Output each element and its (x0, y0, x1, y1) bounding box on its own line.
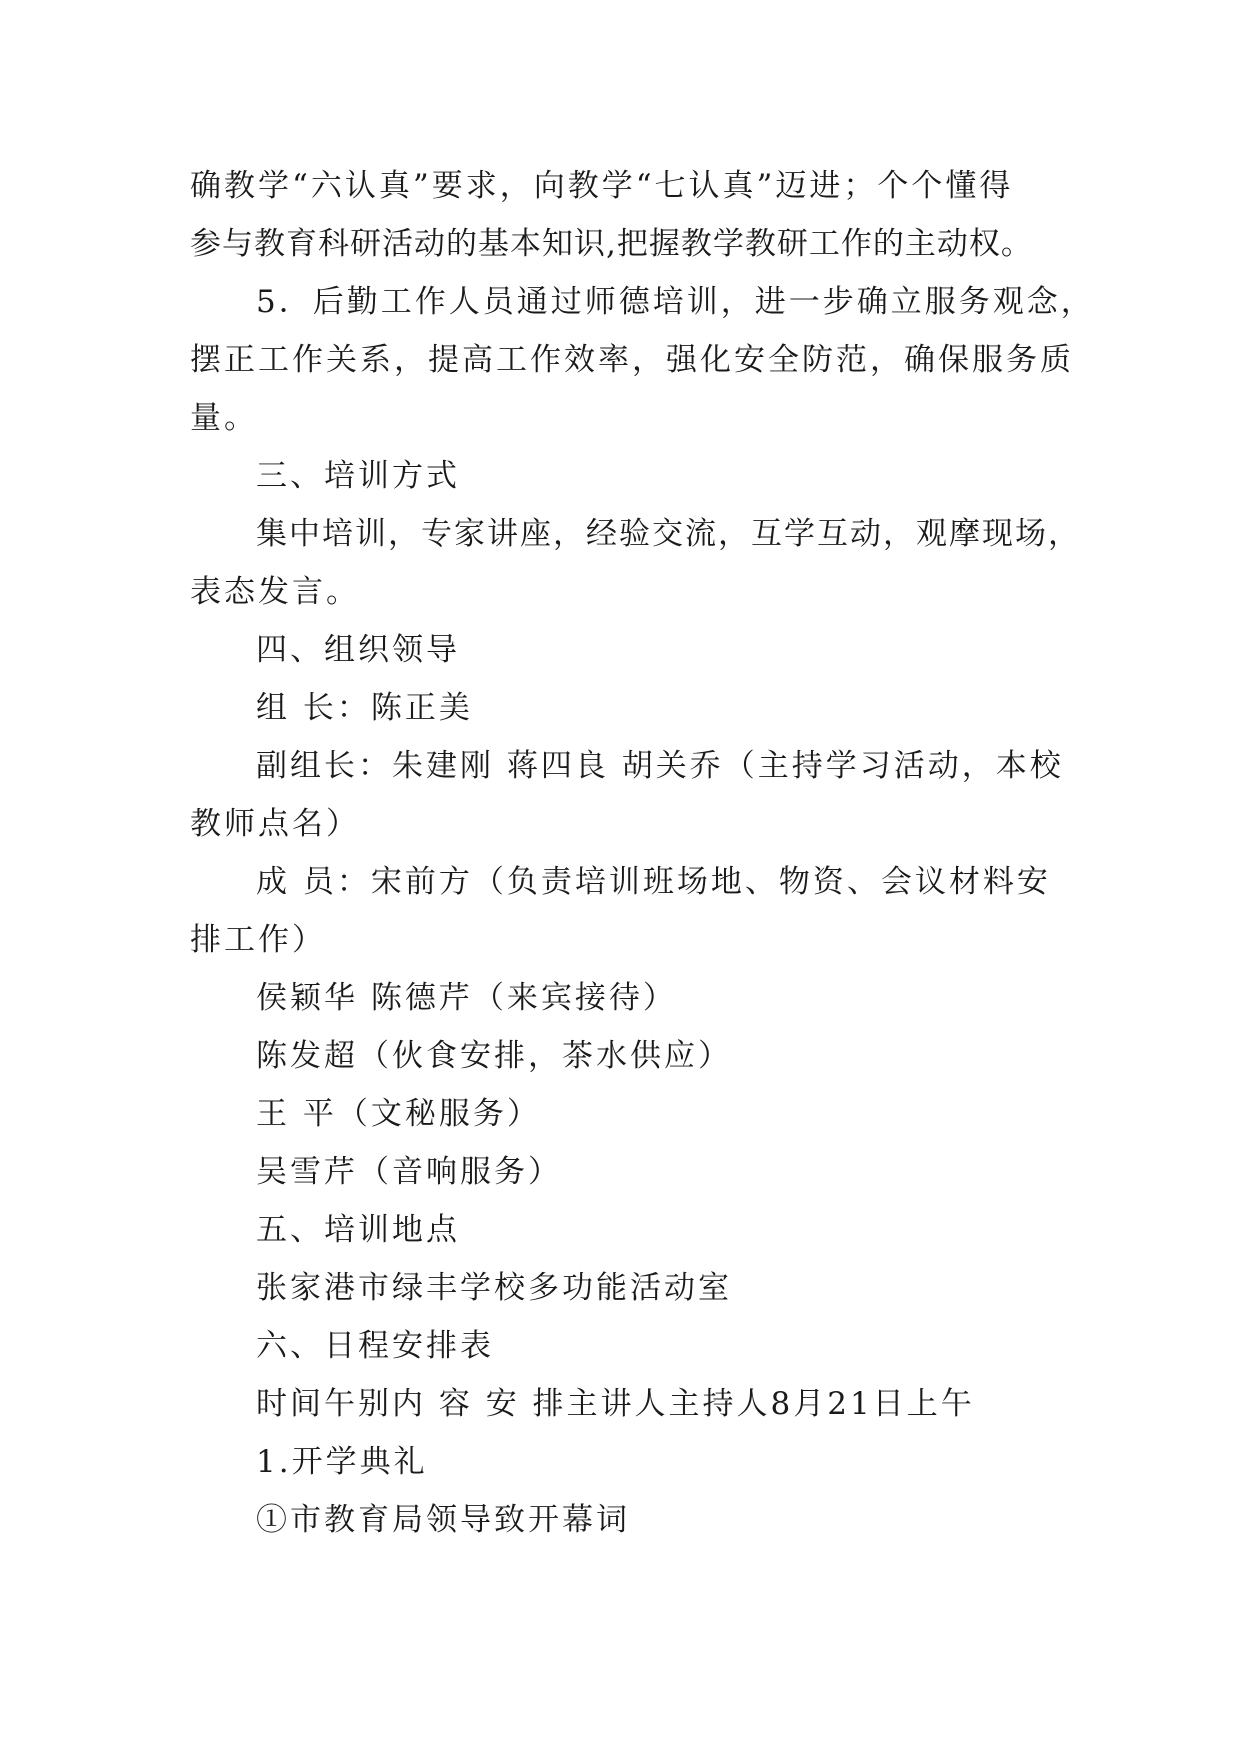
text-line: 量。 (190, 400, 258, 436)
text-line: 5．后勤工作人员通过师德培训，进一步确立服务观念， (256, 284, 1095, 320)
text-line: ①市教育局领导致开幕词 (256, 1502, 630, 1538)
text-line: 确教学“六认真”要求，向教学“七认真”迈进；个个懂得 (190, 168, 1014, 204)
text-line: 集中培训，专家讲座，经验交流，互学互动，观摩现场， (256, 516, 1081, 552)
text-line: 排工作） (190, 922, 326, 958)
section-heading-organization: 四、组织领导 (256, 632, 460, 668)
text-line: 侯颖华 陈德芹（来宾接待） (256, 980, 677, 1016)
text-line: 吴雪芹（音响服务） (256, 1154, 562, 1190)
text-line: 教师点名） (190, 806, 360, 842)
text-line: 摆正工作关系，提高工作效率，强化安全防范，确保服务质 (190, 342, 1074, 378)
text-line: 王 平（文秘服务） (256, 1096, 541, 1132)
text-line: 成 员：宋前方（负责培训班场地、物资、会议材料安 (256, 864, 1051, 900)
section-heading-schedule: 六、日程安排表 (256, 1328, 494, 1364)
text-line: 表态发言。 (190, 574, 360, 610)
section-heading-location: 五、培训地点 (256, 1212, 460, 1248)
text-line: 时间午别内 容 安 排主讲人主持人8月21日上午 (256, 1386, 975, 1422)
section-heading-training-method: 三、培训方式 (256, 458, 460, 494)
text-line: 组 长：陈正美 (256, 690, 473, 726)
text-line: 副组长：朱建刚 蒋四良 胡关乔（主持学习活动，本校 (256, 748, 1064, 784)
text-line: 张家港市绿丰学校多功能活动室 (256, 1270, 732, 1306)
text-line: 1.开学典礼 (256, 1444, 428, 1480)
text-line: 参与教育科研活动的基本知识,把握教学教研工作的主动权。 (190, 226, 1033, 262)
text-line: 陈发超（伙食安排，茶水供应） (256, 1038, 732, 1074)
